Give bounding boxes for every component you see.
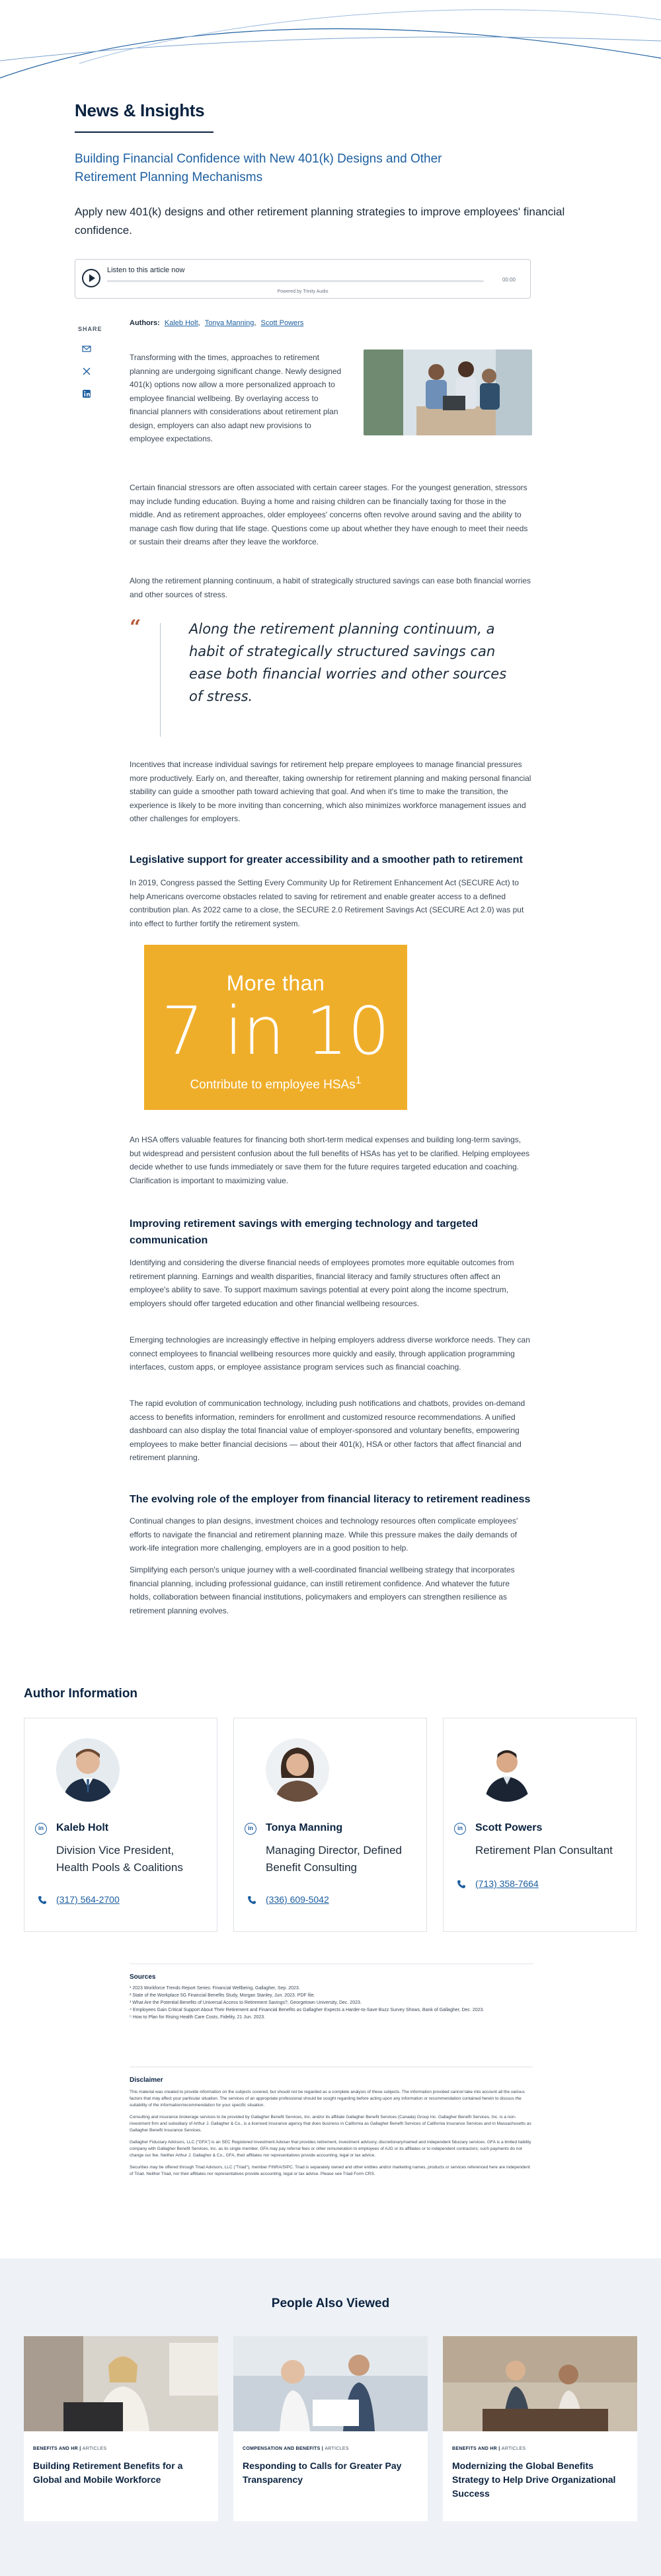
- related-article-category: BENEFITS AND HR | ARTICLES: [33, 2447, 107, 2451]
- author-card: [443, 1718, 637, 1932]
- linkedin-icon[interactable]: in: [454, 1823, 466, 1835]
- paragraph-secure-act: In 2019, Congress passed the Setting Every Community Up for Retirement Enhancement Act (SECURE Act) to help Americans overcome obstacles related to saving for retirement and enable greater access to a defined contribution plan. As 2022 came to a close, the SECURE 2.0 Retirement Savings Act (SECURE Act 2.0) was put into effect to further fortify the retirement system.: [130, 878, 524, 928]
- disclaimer-paragraph: Consulting and insurance brokerage services to be provided by Gallagher Benefit Services, Inc. and/or its affiliate Gallagher Benefit Services (Canada) Group Inc. Gallagher Benefit Services, Inc. is a non-investment firm and subsidiary of Arthur J. Gallagher & Co., is a licensed insurance agency that does business in California as Gallagher Benefit Services of California Insurance Services and in Massachusetts as Gallagher Benefit Insurance Services.: [130, 2115, 531, 2133]
- subheading-emerging-technology: Improving retirement savings with emerging technology and targeted communication: [130, 1218, 479, 1246]
- decorative-wave-lines: [0, 0, 661, 99]
- people-also-viewed: [0, 2258, 661, 2576]
- quote-mark-icon: “: [130, 616, 141, 639]
- source-item[interactable]: ⁴ Employees Gain Critical Support About Their Retirement and Financial Benefits as Gallagher Expects a Harder-to-Save Buzz Survey Shows, Bank of Gallagher, Dec. 2023.: [130, 2008, 485, 2012]
- related-article-card[interactable]: [443, 2336, 637, 2521]
- intro-paragraph: Transforming with the times, approaches to retirement planning are undergoing significant change. Newly designed 401(k) options now allow a more personalized approach to employee financial wellbeing. By overlaying access to financial planners with considerations about retirement plan design, employers can also adapt new provisions to employee expectations.: [130, 353, 342, 443]
- type-label: ARTICLES: [82, 2447, 107, 2451]
- sources-section: [130, 1964, 533, 2021]
- player-label: Listen to this article now: [107, 266, 185, 274]
- linkedin-icon[interactable]: [81, 389, 92, 400]
- stat-figure: 7 in 10: [161, 992, 390, 1070]
- section-title: News & Insights: [75, 100, 205, 120]
- author-name: Tonya Manning: [266, 1822, 343, 1833]
- author-phone[interactable]: (713) 358-7664: [475, 1878, 539, 1889]
- disclaimer-paragraph: Gallagher Fiduciary Advisors, LLC ("GFA") is an SEC Registered Investment Adviser that provides retirement, investment advisory, discretionary/named and independent fiduciary services. GFA is a limited liability company with Gallagher Benefit Services, Inc. as its single member. GFA may pay referral fees or other remuneration to employees of AJG or its affiliates or to independent contractors; such payments do not change our fee. Neither Arthur J. Gallagher & Co., GFA, their affiliates nor representatives provide accounting, legal or tax advice.: [130, 2140, 531, 2158]
- authors-label: Authors:: [130, 319, 160, 327]
- paragraph-simplifying: Simplifying each person's unique journey with a well-coordinated financial wellbeing strategy that incorporates financial planning, including professional guidance, can instill retirement confidence. And whatever the future holds, collaboration between financial institutions, policymakers and employers can strengthen resilience as retirement planning evolves.: [130, 1565, 515, 1615]
- phone-icon: [247, 1895, 256, 1905]
- paragraph-plan-changes: Continual changes to plan designs, investment choices and technology resources often complicate employees' efforts to navigate the financial and retirement planning maze. While this pressure makes the daily demands of work-life integration more challenging, employers are in a good position to help.: [130, 1516, 518, 1553]
- related-article-category: BENEFITS AND HR | ARTICLES: [452, 2447, 526, 2451]
- source-item[interactable]: ² State of the Workplace 5G Financial Benefits Study, Morgan Stanley, Jun. 2023. PDF file.: [130, 1993, 315, 1998]
- stat-caption: [144, 1075, 407, 1092]
- author-link-scott-powers[interactable]: Scott Powers: [260, 319, 304, 327]
- author-information-title: Author Information: [24, 1687, 138, 1701]
- paragraph-communication-tech: The rapid evolution of communication technology, including push notifications and chatbots, provides on-demand access to benefits information, reminders for enrollment and customized resource recommendations. A unified dashboard can also display the total financial value of employer-sponsored and voluntary benefits, empowering employees to make better financial decisions — about their 401(k), HSA or other factors that affect financial and retirement planning.: [130, 1399, 525, 1462]
- authors-line: Authors: Kaleb Holt, Tonya Manning, Scott Powers: [130, 319, 304, 327]
- office-team-photo: [364, 350, 532, 435]
- author-link-tonya-manning[interactable]: Tonya Manning: [204, 319, 254, 327]
- pull-quote-text: Along the retirement planning continuum, a habit of strategically structured savings can ease both financial worries and other sources of stress.: [189, 621, 507, 704]
- article-header: [75, 100, 537, 187]
- paragraph-career-stressors: Certain financial stressors are often associated with certain career stages. For the youngest generation, stressors may include funding education. Buying a home and raising children can be financially taxing for those in the middle. And as retirement approaches, older employees' concerns often revolve around saving and the ability to manage cash flow during that life stage. Questions come up about whether they have enough to meet their needs or sustain their dreams after they leave the workforce.: [130, 483, 528, 546]
- category-label: BENEFITS AND HR: [33, 2447, 79, 2451]
- source-item[interactable]: ⁵ How to Plan for Rising Health Care Costs, Fidelity, 21 Jun. 2023.: [130, 2015, 266, 2020]
- pull-quote: [130, 618, 533, 740]
- people-also-viewed-title: People Also Viewed: [271, 2297, 390, 2310]
- related-article-title[interactable]: Responding to Calls for Greater Pay Transparency: [243, 2460, 402, 2485]
- author-card: [24, 1718, 217, 1932]
- related-article-card[interactable]: [233, 2336, 428, 2521]
- phone-icon: [457, 1880, 466, 1889]
- audio-player: [75, 259, 531, 299]
- phone-icon: [38, 1895, 47, 1905]
- disclaimer-title: Disclaimer: [130, 2077, 163, 2084]
- subheading-legislative-support: Legislative support for greater accessibility and a smoother path to retirement: [130, 854, 523, 865]
- paragraph-hsa: An HSA offers valuable features for financing both short-term medical expenses and building long-term savings, but widespread and persistent confusion about the full benefits of HSAs has yet to be clarified. Helping employees decide whether to use funds immediately or save them for the future requires targeted education and coaching. Clarification is important to maximizing value.: [130, 1135, 530, 1185]
- related-article-title[interactable]: Modernizing the Global Benefits Strategy to Help Drive Organizational Success: [452, 2460, 616, 2499]
- related-article-image: [233, 2336, 428, 2431]
- subheading-employer-role: The evolving role of the employer from financial literacy to retirement readiness: [130, 1494, 531, 1505]
- related-article-image: [443, 2336, 637, 2431]
- avatar: [56, 1738, 120, 1802]
- x-icon[interactable]: [81, 367, 92, 377]
- author-card: [233, 1718, 427, 1932]
- source-item[interactable]: ¹ 2023 Workforce Trends Report Series: Financial Wellbeing, Gallagher, Sep. 2023.: [130, 1986, 300, 1991]
- sources-title: Sources: [130, 1973, 156, 1981]
- related-article-category: COMPENSATION AND BENEFITS | ARTICLES: [243, 2447, 349, 2451]
- author-name: Scott Powers: [475, 1822, 543, 1833]
- paragraph-emerging-tech: Emerging technologies are increasingly effective in helping employers address diverse workforce needs. They can connect employees to financial wellbeing resources more quickly and easily, through application programming interfaces, custom apps, or employee assistance program services such as financial coaching.: [130, 1335, 530, 1372]
- article-lead: Apply new 401(k) designs and other retirement planning strategies to improve employees' financial confidence.: [75, 205, 565, 237]
- paragraph-continuum: Along the retirement planning continuum, a habit of strategically structured savings can ease both financial worries and other sources of stress.: [130, 576, 531, 599]
- source-item[interactable]: ³ What Are the Potential Benefits of Universal Access to Retirement Savings?, Georgetown University, Dec. 2023.: [130, 2001, 362, 2005]
- share-label: SHARE: [78, 326, 102, 332]
- disclaimer-paragraph: Securities may be offered through Triad Advisors, LLC ("Triad"), member FINRA/SIPC. Triad is separately owned and other entities and/or marketing names, products or services referenced here are independent of Triad. Neither Triad, nor their affiliates nor representatives provide accounting, legal or tax advice. Please see Triad Form CRS.: [130, 2165, 530, 2176]
- disclaimer-paragraph: This material was created to provide information on the subjects covered, but should not be regarded as a complete analysis of these subjects. The information provided cannot take into account all the various factors that may affect your particular situation. The services of an appropriate professional should be sought regarding before acting upon any information or recommendation contained herein to discuss the suitability of the information/recommendation for your specific situation.: [130, 2090, 525, 2108]
- author-name: Kaleb Holt: [56, 1822, 109, 1833]
- category-label: BENEFITS AND HR: [452, 2447, 498, 2451]
- paragraph-diverse-needs: Identifying and considering the diverse financial needs of employees promotes more equitable outcomes from retirement planning. Earnings and wealth disparities, financial literacy and family structures often affect an employee's ability to save. To support maximum savings potential at every point along the income spectrum, employers should offer targeted education and other financial wellbeing resources.: [130, 1258, 514, 1308]
- author-role: Retirement Plan Consultant: [475, 1844, 613, 1857]
- author-role: Managing Director, Defined Benefit Consulting: [266, 1844, 403, 1874]
- avatar: [266, 1738, 329, 1802]
- author-phone[interactable]: (336) 609-5042: [266, 1894, 329, 1905]
- disclaimer-section: [130, 2067, 533, 2178]
- quote-divider: [160, 623, 161, 737]
- email-icon[interactable]: [81, 344, 92, 355]
- linkedin-icon[interactable]: in: [245, 1823, 256, 1835]
- linkedin-icon[interactable]: in: [35, 1823, 47, 1835]
- stat-prefix: More than: [226, 971, 325, 995]
- type-label: ARTICLES: [325, 2447, 349, 2451]
- title-rule: [75, 131, 214, 133]
- author-role: Division Vice President, Health Pools & Coalitions: [56, 1844, 183, 1874]
- play-icon[interactable]: [82, 269, 100, 287]
- category-label: COMPENSATION AND BENEFITS: [243, 2447, 321, 2451]
- sources-list: [130, 1985, 533, 2021]
- player-credit[interactable]: Powered by Trinity Audio: [277, 289, 329, 294]
- author-phone[interactable]: (317) 564-2700: [56, 1894, 120, 1905]
- stat-callout: [144, 945, 407, 1110]
- player-progress-track[interactable]: [107, 280, 484, 282]
- related-article-image: [24, 2336, 218, 2431]
- player-time: 00:00: [502, 277, 516, 283]
- share-bar: [78, 326, 102, 400]
- related-article-card[interactable]: [24, 2336, 218, 2521]
- avatar: [475, 1738, 539, 1802]
- article-title: Building Financial Confidence with New 401(k) Designs and Other Retirement Planning Mechanisms: [75, 152, 442, 184]
- paragraph-incentives: Incentives that increase individual savings for retirement help prepare employees to manage financial pressures more productively. Early on, and thereafter, taking ownership for retirement planning and making personal financial stability can guide a smoother path toward achieving that goal. And when it's time to make the transition, the experience is likely to be more inviting than concerning, which also minimizes workforce management issues and other challenges for employers.: [130, 760, 531, 823]
- stat-caption-text: Contribute to employee HSAs: [190, 1078, 356, 1092]
- type-label: ARTICLES: [501, 2447, 526, 2451]
- related-article-title[interactable]: Building Retirement Benefits for a Global and Mobile Workforce: [33, 2460, 183, 2485]
- stat-footnote: 1: [355, 1075, 362, 1086]
- author-link-kaleb-holt[interactable]: Kaleb Holt: [164, 319, 198, 327]
